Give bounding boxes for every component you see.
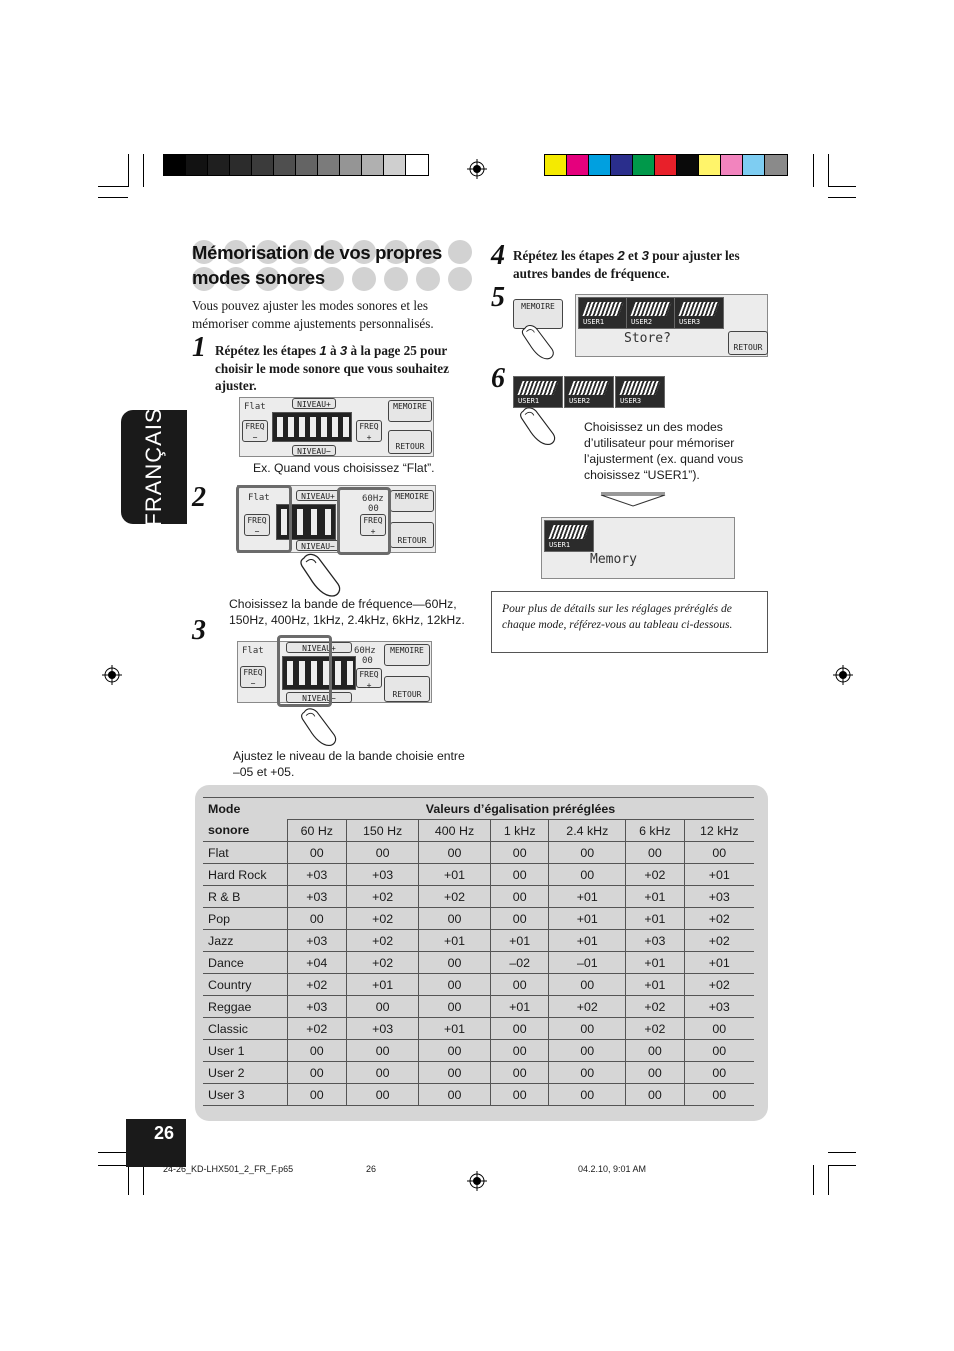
table-band-row: sonore 60 Hz 150 Hz 400 Hz 1 kHz 2.4 kHz 6 kHz 12 kHz: [203, 820, 754, 842]
value-cell: +03: [287, 930, 347, 952]
step-6-number: 6: [491, 363, 505, 394]
band-header: 1 kHz: [491, 820, 549, 842]
value-cell: +02: [287, 1018, 347, 1040]
grey-swatch: [384, 155, 406, 175]
footer-file: 24-26_KD-LHX501_2_FR_F.p65: [163, 1164, 294, 1174]
value-cell: +02: [626, 1018, 684, 1040]
color-swatch: [655, 155, 677, 175]
value-cell: +02: [549, 996, 626, 1018]
color-swatch: [567, 155, 589, 175]
table-row: [203, 1040, 754, 1062]
table-row: [203, 996, 754, 1018]
color-swatch: [699, 155, 721, 175]
value-cell: +03: [626, 930, 684, 952]
value-cell: –01: [549, 952, 626, 974]
lcd-eq-select-band: Flat FREQ − NIVEAU+ NIVEAU− 60Hz 00 FREQ + MEMOIRE RETOUR: [237, 485, 436, 553]
table-row: [203, 1018, 754, 1040]
value-cell: 00: [491, 842, 549, 864]
step-1-text: Répétez les étapes 1 à 3 à la page 25 pour choisir le mode sonore que vous souhaitez ajuster.: [215, 343, 449, 393]
step-6-caption: Choisissez un des modes d’utilisateur pour mémoriser l’ajusterment (ex. quand vous choisissez “USER1”).: [584, 420, 744, 482]
grey-swatch: [230, 155, 252, 175]
value-cell: 00: [347, 1040, 419, 1062]
grey-swatch: [252, 155, 274, 175]
table-row: [203, 886, 754, 908]
value-cell: 00: [419, 842, 491, 864]
grey-swatch: [186, 155, 208, 175]
value-cell: +01: [626, 886, 684, 908]
value-cell: +02: [684, 930, 754, 952]
band-header: 400 Hz: [419, 820, 491, 842]
eq-presets-table: [203, 797, 754, 1106]
value-cell: +01: [419, 864, 491, 886]
value-cell: 00: [419, 1040, 491, 1062]
value-cell: +01: [626, 974, 684, 996]
page-number: 26: [126, 1119, 186, 1167]
value-cell: 00: [491, 1084, 549, 1106]
value-cell: +03: [684, 886, 754, 908]
language-tab-label: FRANÇAIS: [141, 407, 166, 527]
registration-target-icon: [102, 665, 122, 685]
step-4-number: 4: [491, 240, 505, 271]
value-cell: +01: [419, 930, 491, 952]
arrow-down-icon: [600, 491, 666, 509]
value-cell: +02: [287, 974, 347, 996]
value-cell: 00: [347, 842, 419, 864]
table-row: [203, 908, 754, 930]
value-cell: 00: [287, 1040, 347, 1062]
step-1-caption: Ex. Quand vous choisissez “Flat”.: [253, 461, 435, 475]
value-cell: +01: [419, 1018, 491, 1040]
grey-swatch: [406, 155, 428, 175]
step-2-caption: Choisissez la bande de fréquence—60Hz, 150Hz, 400Hz, 1kHz, 2.4kHz, 6kHz, 12kHz.: [229, 597, 465, 627]
value-cell: 00: [491, 1040, 549, 1062]
value-cell: 00: [684, 1040, 754, 1062]
value-cell: +02: [347, 908, 419, 930]
lcd-memory-confirm: USER1 Memory: [541, 517, 735, 579]
value-cell: 00: [419, 996, 491, 1018]
step-1-number: 1: [192, 332, 206, 363]
table-row: [203, 1084, 754, 1106]
footer-page: 26: [366, 1164, 377, 1174]
lcd-store-prompt: USER1 USER2 USER3 Store? RETOUR: [575, 294, 768, 357]
value-cell: +01: [684, 952, 754, 974]
mode-cell: Pop: [203, 908, 287, 930]
grey-swatch: [318, 155, 340, 175]
color-swatch: [611, 155, 633, 175]
value-cell: 00: [491, 974, 549, 996]
registration-target-icon: [467, 1171, 487, 1191]
band-header: 60 Hz: [287, 820, 347, 842]
value-cell: 00: [419, 1084, 491, 1106]
value-cell: +02: [347, 886, 419, 908]
mode-cell: Classic: [203, 1018, 287, 1040]
mode-cell: Dance: [203, 952, 287, 974]
value-cell: 00: [287, 842, 347, 864]
table-row: [203, 930, 754, 952]
value-cell: 00: [491, 908, 549, 930]
lcd-eq-adjust-level: Flat FREQ − NIVEAU+ NIVEAU− 60Hz 00 FREQ + MEMOIRE RETOUR: [237, 641, 432, 703]
color-swatch: [765, 155, 787, 175]
pointing-finger-icon: [514, 404, 566, 448]
value-cell: 00: [491, 1062, 549, 1084]
value-cell: +02: [626, 996, 684, 1018]
value-cell: 00: [287, 1084, 347, 1106]
value-cell: 00: [491, 1018, 549, 1040]
value-cell: +01: [347, 974, 419, 996]
pointing-finger-icon: [298, 550, 348, 600]
grey-swatch: [296, 155, 318, 175]
section-intro: Vous pouvez ajuster les modes sonores et les mémoriser comme ajustements personnalisés.: [192, 298, 434, 331]
table-row: [203, 1062, 754, 1084]
value-cell: 00: [287, 908, 347, 930]
grey-swatch: [362, 155, 384, 175]
grey-swatch: [164, 155, 186, 175]
value-cell: +03: [287, 996, 347, 1018]
value-cell: 00: [549, 1062, 626, 1084]
pointing-finger-icon: [514, 322, 566, 362]
band-header: 12 kHz: [684, 820, 754, 842]
value-cell: +02: [347, 930, 419, 952]
value-cell: 00: [626, 1062, 684, 1084]
mode-cell: R & B: [203, 886, 287, 908]
pointing-finger-icon: [298, 705, 344, 749]
value-cell: 00: [491, 886, 549, 908]
value-cell: +03: [287, 864, 347, 886]
value-cell: 00: [549, 1040, 626, 1062]
grey-swatch: [340, 155, 362, 175]
value-cell: 00: [626, 1040, 684, 1062]
lcd-eq-flat: Flat FREQ − NIVEAU+ NIVEAU− FREQ + MEMOIRE RETOUR: [239, 397, 434, 457]
color-swatch: [545, 155, 567, 175]
section-title: Mémorisation de vos propres modes sonores: [192, 242, 442, 288]
value-cell: +02: [347, 952, 419, 974]
grey-swatch: [274, 155, 296, 175]
color-swatch: [677, 155, 699, 175]
mode-cell: Jazz: [203, 930, 287, 952]
value-cell: +03: [287, 886, 347, 908]
value-cell: 00: [684, 1084, 754, 1106]
table-row: [203, 864, 754, 886]
registration-target-icon: [467, 159, 487, 179]
mode-cell: Country: [203, 974, 287, 996]
value-cell: –02: [491, 952, 549, 974]
mode-cell: Flat: [203, 842, 287, 864]
value-cell: +03: [347, 864, 419, 886]
color-swatch: [633, 155, 655, 175]
mode-cell: Hard Rock: [203, 864, 287, 886]
value-cell: 00: [419, 974, 491, 996]
step-3-caption: Ajustez le niveau de la bande choisie entre –05 et +05.: [233, 749, 465, 779]
color-swatch: [721, 155, 743, 175]
band-header: 6 kHz: [626, 820, 684, 842]
band-header: 2.4 kHz: [549, 820, 626, 842]
value-cell: 00: [419, 952, 491, 974]
value-cell: 00: [684, 1018, 754, 1040]
value-cell: 00: [684, 842, 754, 864]
registration-target-icon: [833, 665, 853, 685]
value-cell: +01: [626, 908, 684, 930]
value-cell: 00: [549, 1018, 626, 1040]
value-cell: +02: [684, 974, 754, 996]
value-cell: 00: [347, 1062, 419, 1084]
grey-calibration-bar: [163, 154, 429, 176]
color-swatch: [589, 155, 611, 175]
mode-cell: User 3: [203, 1084, 287, 1106]
value-cell: 00: [347, 996, 419, 1018]
language-tab: [121, 407, 187, 527]
table-row: [203, 974, 754, 996]
color-swatch: [743, 155, 765, 175]
value-cell: +02: [626, 864, 684, 886]
value-cell: 00: [287, 1062, 347, 1084]
value-cell: +01: [549, 886, 626, 908]
value-cell: +02: [684, 908, 754, 930]
value-cell: 00: [549, 864, 626, 886]
value-cell: 00: [419, 1062, 491, 1084]
value-cell: 00: [684, 1062, 754, 1084]
mode-cell: User 1: [203, 1040, 287, 1062]
step-3-number: 3: [192, 615, 206, 646]
step-5-number: 5: [491, 282, 505, 313]
value-cell: +04: [287, 952, 347, 974]
table-row: [203, 842, 754, 864]
value-cell: 00: [626, 842, 684, 864]
value-cell: +01: [491, 930, 549, 952]
value-cell: +03: [347, 1018, 419, 1040]
value-cell: 00: [549, 974, 626, 996]
value-cell: +01: [549, 908, 626, 930]
value-cell: 00: [419, 908, 491, 930]
value-cell: 00: [549, 1084, 626, 1106]
step-4-text: Répétez les étapes 2 et 3 pour ajuster les autres bandes de fréquence.: [513, 248, 740, 281]
footer-date: 04.2.10, 9:01 AM: [578, 1164, 647, 1174]
table-header-row: Mode Valeurs d’égalisation préréglées: [203, 798, 754, 820]
value-cell: +02: [419, 886, 491, 908]
step-2-number: 2: [192, 482, 206, 513]
user-mode-buttons: USER1 USER2 USER3: [513, 376, 665, 410]
note-box: Pour plus de détails sur les réglages préréglés de chaque mode, référez-vous au tableau ci-dessous.: [491, 591, 768, 653]
value-cell: +03: [684, 996, 754, 1018]
value-cell: 00: [347, 1084, 419, 1106]
value-cell: 00: [626, 1084, 684, 1106]
mode-cell: User 2: [203, 1062, 287, 1084]
memoire-button-illustration: MEMOIRE: [513, 299, 563, 329]
value-cell: +01: [684, 864, 754, 886]
color-calibration-bar: [544, 154, 788, 176]
grey-swatch: [208, 155, 230, 175]
band-header: 150 Hz: [347, 820, 419, 842]
mode-cell: Reggae: [203, 996, 287, 1018]
value-cell: +01: [491, 996, 549, 1018]
table-row: [203, 952, 754, 974]
value-cell: 00: [549, 842, 626, 864]
value-cell: +01: [549, 930, 626, 952]
value-cell: 00: [491, 864, 549, 886]
value-cell: +01: [626, 952, 684, 974]
